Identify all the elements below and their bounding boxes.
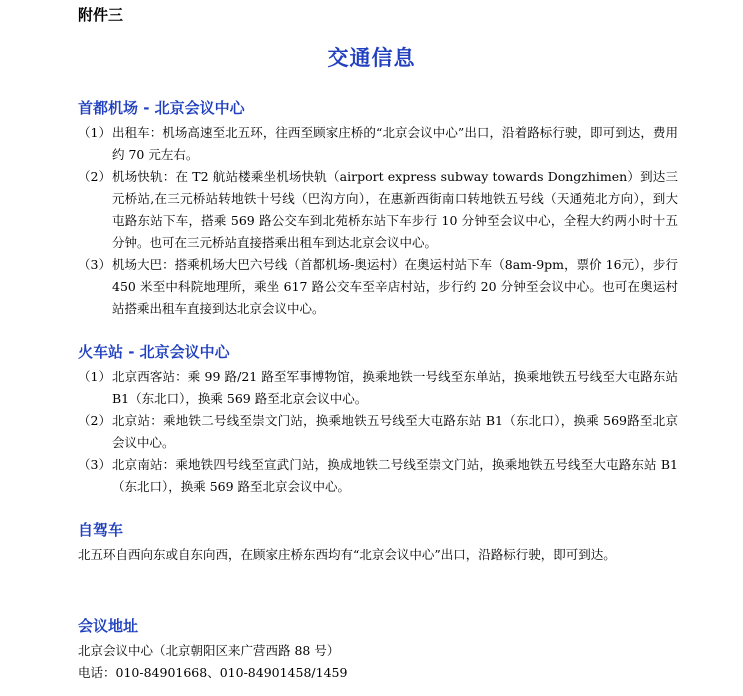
item-number: （3）	[78, 457, 111, 472]
list-item	[78, 166, 678, 254]
list-item	[78, 454, 678, 498]
airport-route-list	[78, 122, 678, 320]
section-train	[78, 342, 678, 498]
driving-directions: 北五环自西向东或自东向西，在顾家庄桥东西均有“北京会议中心”出口，沿路标行驶，即可到达。	[78, 547, 616, 562]
item-text: 北京西客站：乘 99 路/21 路至军事博物馆，换乘地铁一号线至东单站，换乘地铁五号线至大屯路东站 B1（东北口），换乘 569 路至北京会议中心。	[112, 369, 678, 406]
section-heading-train: 火车站 - 北京会议中心	[78, 343, 230, 361]
attachment-label: 附件三	[78, 6, 124, 24]
section-heading-address: 会议地址	[78, 617, 139, 635]
item-text: 机场快轨：在 T2 航站楼乘坐机场快轨（airport express subway towards Dongzhimen）到达三元桥站,在三元桥站转地铁十号线（巴沟方向），在惠新西街南口转地铁五号线（天通苑北方向），到大屯路东站下车，搭乘 569 路公交车到北苑桥东站下车步行 10 分钟至会议中心，全程大约两小时十五分钟。也可在三元桥站直接搭乘出租车到达北京会议中心。	[112, 169, 678, 250]
section-driving	[78, 520, 678, 566]
item-number: （1）	[78, 369, 111, 384]
section-heading-airport: 首都机场 - 北京会议中心	[78, 99, 245, 117]
section-airport	[78, 98, 678, 320]
section-heading-driving: 自驾车	[78, 521, 124, 539]
item-number: （2）	[78, 413, 111, 428]
page-title: 交通信息	[327, 45, 416, 70]
item-number: （2）	[78, 169, 111, 184]
train-route-list	[78, 366, 678, 498]
list-item	[78, 122, 678, 166]
venue-address: 北京会议中心（北京朝阳区来广营西路 88 号）	[78, 643, 340, 658]
list-item	[78, 254, 678, 320]
section-address	[78, 616, 678, 684]
venue-phone: 电话：010-84901668、010-84901458/1459	[78, 665, 348, 680]
item-text: 出租车：机场高速至北五环，往西至顾家庄桥的“北京会议中心”出口，沿着路标行驶，即可到达，费用约 70 元左右。	[112, 125, 678, 162]
item-text: 北京站：乘地铁二号线至崇文门站，换乘地铁五号线至大屯路东站 B1（东北口），换乘 569路至北京会议中心。	[112, 413, 678, 450]
item-number: （3）	[78, 257, 111, 272]
list-item	[78, 366, 678, 410]
item-number: （1）	[78, 125, 111, 140]
list-item	[78, 410, 678, 454]
item-text: 北京南站：乘地铁四号线至宣武门站，换成地铁二号线至崇文门站，换乘地铁五号线至大屯路东站 B1（东北口），换乘 569 路至北京会议中心。	[112, 457, 678, 494]
item-text: 机场大巴：搭乘机场大巴六号线（首都机场-奥运村）在奥运村站下车（8am-9pm，票价 16元），步行 450 米至中科院地理所，乘坐 617 路公交车至辛店村站，步行约 20 分钟至会议中心。也可在奥运村站搭乘出租车直接到达北京会议中心。	[112, 257, 678, 316]
